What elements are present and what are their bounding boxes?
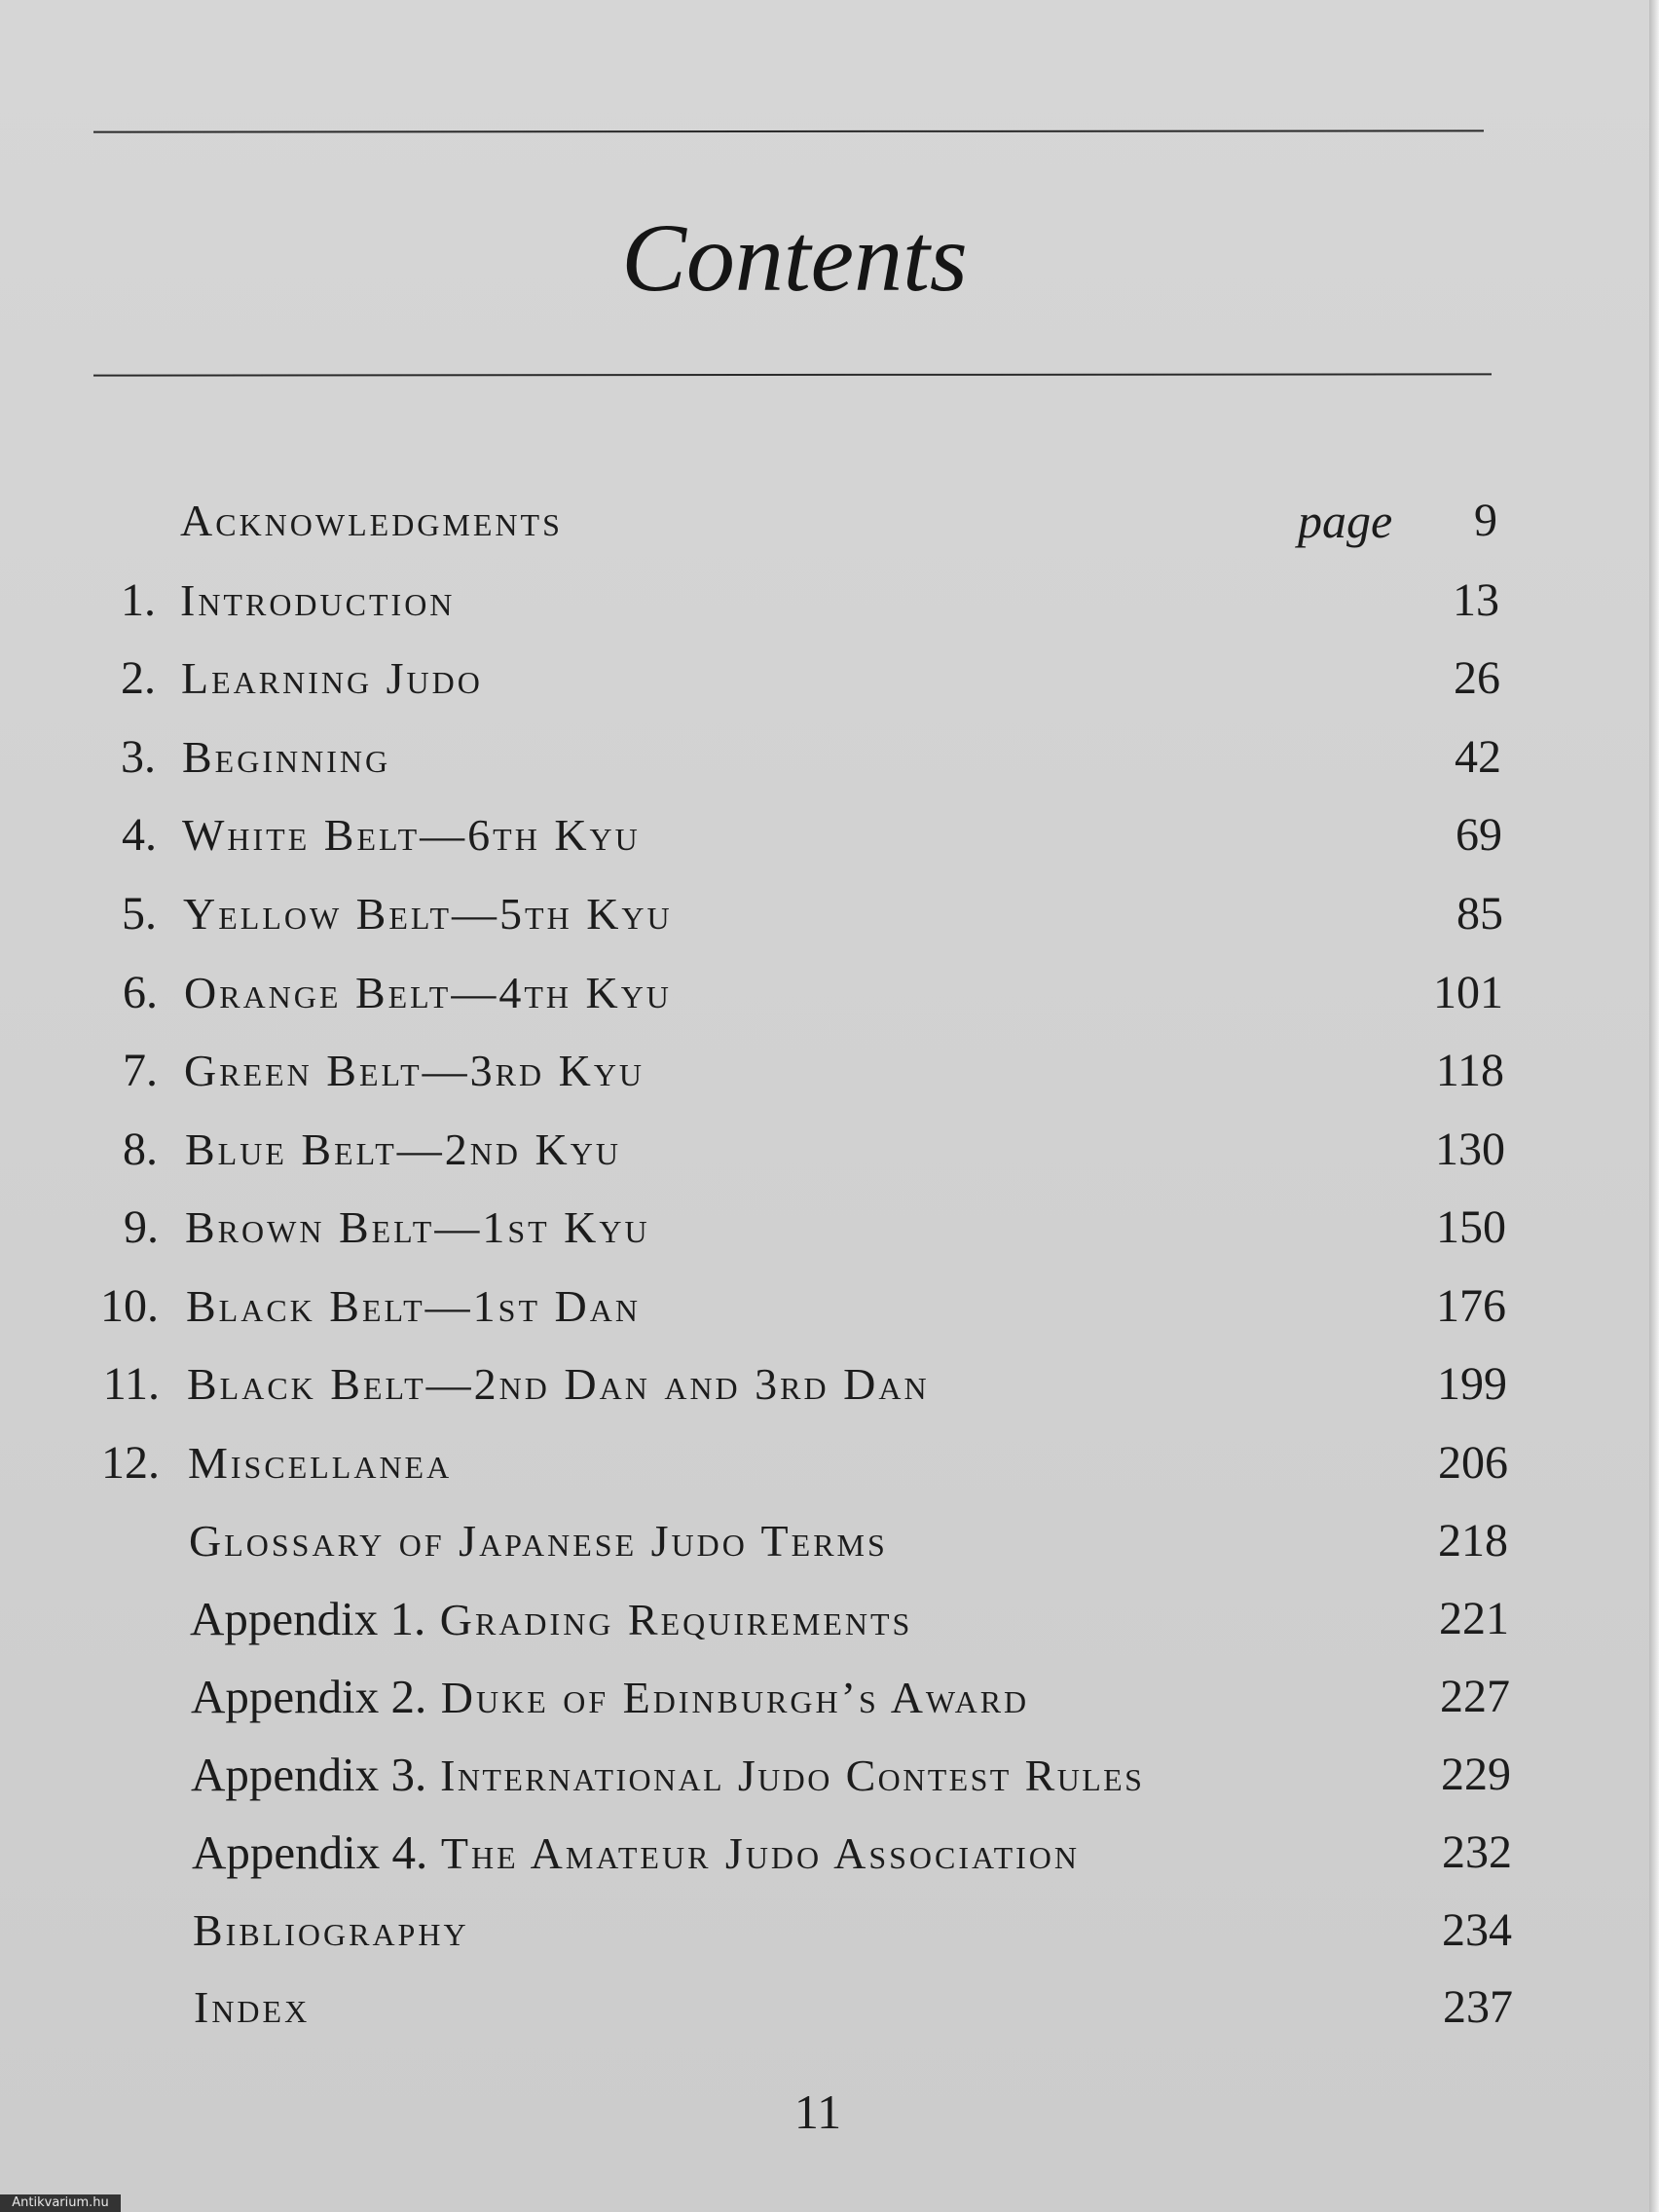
chapter-number: 6.: [123, 967, 158, 1018]
toc-label: Orange Belt—4th Kyu: [184, 968, 672, 1017]
toc-label: [191, 1741, 1144, 1810]
toc-label: Introduction: [180, 575, 456, 625]
toc-page-number: 9: [1474, 495, 1497, 546]
toc-label: Brown Belt—1st Kyu: [185, 1202, 650, 1252]
toc-entry-index: [0, 1973, 1659, 2042]
toc-page-number: 206: [1438, 1437, 1508, 1489]
toc-label: Beginning: [182, 732, 391, 782]
toc-page-number: 118: [1435, 1045, 1504, 1096]
toc-page-number: 199: [1437, 1358, 1507, 1410]
toc-page-number: 227: [1440, 1671, 1510, 1722]
toc-page-number: 130: [1435, 1124, 1505, 1175]
toc-page-number: 13: [1453, 574, 1499, 626]
toc-entry-appendix-3: [0, 1741, 1659, 1809]
toc-entry-11: [0, 1350, 1659, 1419]
chapter-number: 4.: [122, 809, 157, 861]
appendix-title: Grading Requirements: [439, 1595, 913, 1644]
toc-label: Black Belt—1st Dan: [186, 1281, 641, 1331]
appendix-lead: Appendix 4.: [192, 1825, 428, 1879]
toc-entry-appendix-1: [0, 1585, 1659, 1653]
toc-label: Acknowledgments: [180, 496, 563, 545]
toc-page-number: 176: [1436, 1280, 1506, 1332]
toc-page-number: 232: [1442, 1826, 1512, 1878]
chapter-number: 10.: [100, 1280, 159, 1332]
toc-label: Yellow Belt—5th Kyu: [183, 889, 673, 939]
toc-entry-9: [0, 1194, 1659, 1262]
page-title: Contents: [621, 203, 968, 312]
toc-label: White Belt—6th Kyu: [182, 810, 641, 860]
toc-entry-8: [0, 1116, 1659, 1184]
toc-page-number: 221: [1439, 1593, 1509, 1644]
chapter-number: 8.: [123, 1124, 158, 1175]
chapter-number: 11.: [102, 1358, 160, 1410]
toc-entry-7: [0, 1037, 1659, 1105]
chapter-number: 3.: [121, 731, 156, 783]
appendix-lead: Appendix 2.: [191, 1670, 427, 1723]
toc-page-number: 69: [1456, 809, 1502, 861]
toc-label: Blue Belt—2nd Kyu: [185, 1124, 621, 1174]
toc-entry-5: [0, 880, 1659, 948]
toc-page-number: 85: [1456, 888, 1503, 940]
appendix-lead: Appendix 3.: [191, 1748, 427, 1801]
toc-entry-glossary: [0, 1507, 1659, 1575]
toc-page-number: 101: [1433, 967, 1503, 1018]
toc-page-number: 218: [1438, 1515, 1508, 1567]
toc-label: Glossary of Japanese Judo Terms: [189, 1516, 888, 1566]
toc-page-number: 150: [1436, 1201, 1506, 1253]
toc-entry-12: [0, 1429, 1659, 1497]
toc-entry-acknowledgments: [0, 487, 1659, 555]
toc-entry-3: [0, 723, 1659, 792]
toc-entry-6: [0, 959, 1659, 1027]
toc-entry-2: [0, 645, 1659, 713]
toc-page-number: 229: [1441, 1749, 1511, 1800]
page-word: page: [1298, 494, 1393, 548]
toc-page-number: 26: [1454, 652, 1500, 704]
toc-entry-4: [0, 801, 1659, 869]
chapter-number: 9.: [124, 1201, 159, 1253]
toc-label: Learning Judo: [181, 653, 483, 703]
toc-page-number: 42: [1455, 731, 1501, 783]
toc-label: Index: [194, 1982, 311, 2032]
toc-label: [191, 1663, 1029, 1732]
toc-label: Black Belt—2nd Dan and 3rd Dan: [187, 1359, 930, 1409]
appendix-lead: Appendix 1.: [190, 1592, 426, 1645]
chapter-number: 7.: [123, 1045, 158, 1096]
toc-label: [192, 1819, 1080, 1888]
toc-label: Miscellanea: [188, 1438, 453, 1488]
toc-entry-10: [0, 1272, 1659, 1341]
toc-label: [190, 1585, 912, 1654]
appendix-title: International Judo Contest Rules: [440, 1751, 1145, 1800]
appendix-title: Duke of Edinburgh’s Award: [440, 1673, 1030, 1722]
toc-page-number: 234: [1442, 1904, 1512, 1956]
chapter-number: 1.: [121, 574, 156, 626]
watermark: Antikvarium.hu: [0, 2194, 121, 2212]
chapter-number: 5.: [122, 888, 157, 940]
toc-entry-appendix-2: [0, 1663, 1659, 1731]
toc-entry-appendix-4: [0, 1819, 1659, 1887]
toc-entry-1: [0, 567, 1659, 635]
toc-label: Green Belt—3rd Kyu: [184, 1046, 645, 1095]
toc-entry-bibliography: [0, 1897, 1659, 1965]
toc-page-number: 237: [1443, 1981, 1513, 2033]
toc-label: Bibliography: [193, 1905, 469, 1955]
chapter-number: 2.: [121, 652, 156, 704]
appendix-title: The Amateur Judo Association: [440, 1828, 1081, 1878]
page-folio: 11: [793, 2084, 842, 2139]
chapter-number: 12.: [101, 1437, 160, 1489]
